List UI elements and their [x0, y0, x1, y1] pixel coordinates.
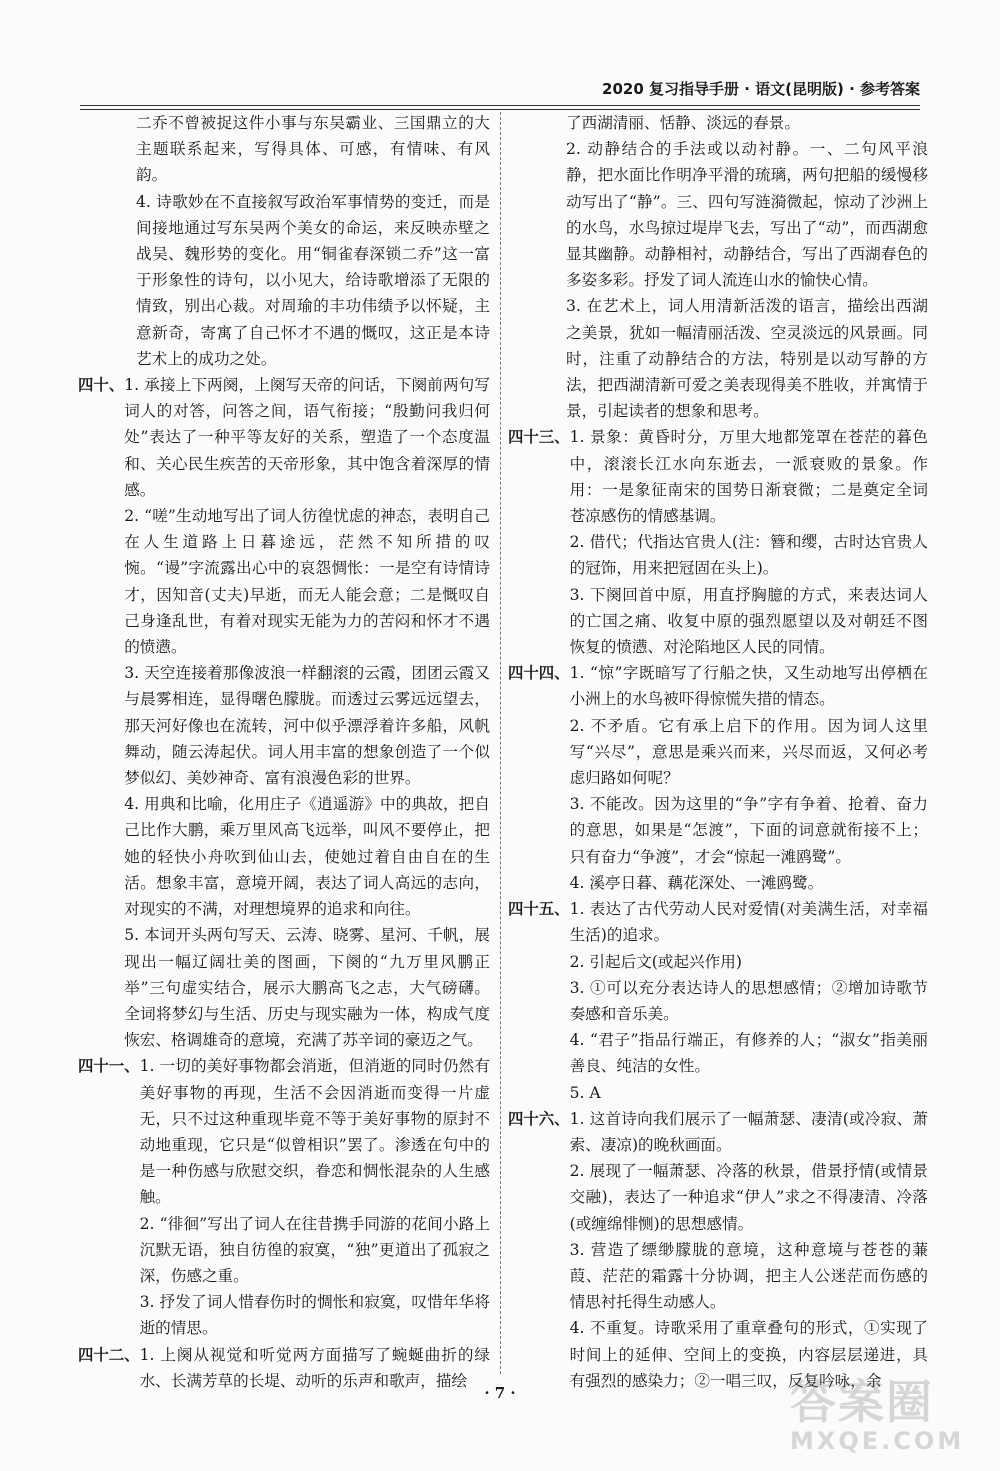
answer-item: 3. 营造了缥缈朦胧的意境，这种意境与苍苍的蒹葭、茫茫的霜露十分协调，把主人公迷茫而伤感的情思衬托得生动感人。	[569, 1240, 928, 1312]
answer-item: 3. 下阕回首中原，用直抒胸臆的方式，来表达词人的亡国之痛、收复中原的强烈愿望以及对朝廷不图恢复的愤懑、对沦陷地区人民的同情。	[569, 585, 928, 657]
answer-item: 3. ①可以充分表达诗人的思想感情；②增加诗歌节奏感和音乐美。	[569, 978, 928, 1023]
answer-item: 4. 用典和比喻，化用庄子《逍遥游》中的典故，把自己比作大鹏，乘万里风高飞远举，叫风不要停止，把她的轻快小舟吹到仙山去，使她过着自由自在的生活。想象丰富，意境开阔，表达了词人高远的志向，对现实的不满，对理想境界的追求和向往。	[124, 795, 490, 919]
watermark-logo	[790, 1377, 980, 1457]
answer-item: 1. 表达了古代劳动人民对爱情(对美满生活，对幸福生活)的追求。	[569, 900, 928, 945]
question-number: 四十、	[78, 376, 125, 395]
answer-item: 2. 不矛盾。它有承上启下的作用。因为词人这里写“兴尽”，意思是乘兴而来，兴尽而返，又何必考虑归路如何呢？	[569, 716, 928, 788]
answer-item: 2. “嗟”生动地写出了词人彷徨忧虑的神态，表明自己在人生道路上日暮途远，茫然不知所措的叹惋。“谩”字流露出心中的哀怨惆怅：一是空有诗情诗才，因知音(丈夫)早逝，而无人能会意；二是慨叹自己身逢乱世，有着对现实无能为力的苦闷和怀才不遇的愤懑。	[124, 507, 490, 657]
answer-item: 1. 景象：黄昏时分，万里大地都笼罩在苍茫的暮色中，滚滚长江水向东逝去，一派衰败的景象。作用：一是象征南宋的国势日渐衰微；二是奠定全词苍凉感伤的情感基调。	[569, 428, 928, 526]
watermark-text: 答案圈	[790, 1375, 934, 1429]
question-number: 四十五、	[508, 900, 570, 919]
left-column	[78, 110, 490, 1394]
question-number: 四十一、	[78, 1057, 140, 1076]
header-title: 2020 复习指导手册 · 语文(昆明版) · 参考答案	[602, 80, 920, 98]
answer-item: 3. 抒发了词人惜春伤时的惆怅和寂寞，叹惜年华将逝的情思。	[139, 1293, 490, 1338]
column-divider	[500, 112, 501, 1374]
question-body	[570, 896, 928, 1106]
answer-item: 4. 溪亭日暮、藕花深处、一滩鸥鹭。	[569, 873, 824, 892]
question-41	[78, 1053, 490, 1341]
answer-item: 2. 动静结合的手法或以动衬静。一、二句风平浪静，把水面比作明净平滑的琉璃，两句把船的缓慢移动写出了“静”。三、四句写涟漪微起，惊动了沙洲上的水鸟，水鸟掠过堤岸飞去，写出了“动”，而西湖愈显其幽静。动静相衬，动静结合，写出了西湖春色的多姿多彩。抒发了词人流连山水的愉快心情。	[566, 140, 928, 290]
watermark-url: MXQE.COM	[790, 1427, 965, 1455]
answer-item: 5. 本词开头两句写天、云涛、晓雾、星河、千帆，展现出一幅辽阔壮美的图画，下阕的“九万里风鹏正举”三句虚实结合，展示大鹏高飞之志，大气磅礴。全词将梦幻与生活、历史与现实融为一体，构成气度恢宏、格调雄奇的意境，充满了苏辛词的豪迈之气。	[124, 926, 490, 1050]
answer-item: 2. “徘徊”写出了词人在往昔携手同游的花间小路上沉默无语，独自彷徨的寂寞，“独”更道出了孤寂之深，伤感之重。	[139, 1214, 490, 1285]
answer-item: 5. A	[569, 1083, 601, 1102]
answer-item: 1. 一切的美好事物都会消逝，但消逝的同时仍然有美好事物的再现，生活不会因消逝而变得一片虚无，只不过这种重现毕竟不等于美好事物的原封不动地重现，它只是“似曾相识”罢了。渗透在句中的是一种伤感与欣慰交织，眷恋和惆怅混杂的人生感触。	[139, 1057, 490, 1207]
answer-item: 3. 在艺术上，词人用清新活泼的语言，描绘出西湖之美景，犹如一幅清丽活泼、空灵淡远的风景画。同时，注重了动静结合的方法，特别是以动写静的方法，把西湖清新可爱之美表现得美不胜收，并寓情于景，引起读者的想象和思考。	[566, 297, 928, 421]
answer-item: 1. 这首诗向我们展示了一幅萧瑟、凄清(或冷寂、萧索、凄凉)的晚秋画面。	[569, 1109, 928, 1154]
page-number: · 7 ·	[484, 1384, 516, 1402]
page-header	[80, 78, 920, 106]
answer-item: 1. 上阕从视觉和听觉两方面描写了蜿蜒曲折的绿水、长满芳草的长堤、动听的乐声和歌声，描绘	[139, 1345, 490, 1390]
question-44	[508, 660, 928, 896]
question-40	[78, 372, 490, 1053]
right-column	[508, 110, 928, 1394]
question-45	[508, 896, 928, 1106]
question-number: 四十三、	[508, 428, 570, 447]
question-body	[124, 372, 490, 1053]
answer-item: 2. 引起后文(或起兴作用)	[569, 952, 742, 971]
answer-item: 1. 承接上下两阕，上阕写天帝的问话，下阕前两句写词人的对答，问答之间，语气衔接；“殷勤问我归何处”表达了一种平等友好的关系，塑造了一个态度温和、关心民生疾苦的天帝形象，其中饱含着深厚的情感。	[124, 376, 490, 499]
answer-item: 3. 天空连接着那像波浪一样翻滚的云霞，团团云霞又与晨雾相连，显得曙色朦胧。而透过云雾远远望去，那天河好像也在流转，河中似乎漂浮着许多船，风帆舞动，随云涛起伏。词人用丰富的想象创造了一个似梦似幻、美妙神奇、富有浪漫色彩的世界。	[124, 664, 490, 788]
question-body	[140, 1053, 490, 1341]
question-number: 四十四、	[508, 664, 570, 683]
answer-item: 4. 不重复。诗歌采用了重章叠句的形式，①实现了时间上的延伸、空间上的变换，内容层层递进，具有强烈的感染力；②一唱三叹，反复吟咏，余	[569, 1319, 928, 1390]
question-43	[508, 424, 928, 660]
question-46	[508, 1106, 928, 1394]
question-body	[570, 424, 928, 660]
answer-item: 4. 诗歌妙在不直接叙写政治军事情势的变迁，而是间接地通过写东吴两个美女的命运，来反映赤壁之战吴、魏形势的变化。用“铜雀春深锁二乔”这一富于形象性的诗句，以小见大，给诗歌增添了无限的情致，别出心裁。对周瑜的丰功伟绩予以怀疑，主意新奇，寄寓了自己怀才不遇的慨叹，这正是本诗艺术上的成功之处。	[136, 192, 490, 368]
answer-item: 二乔不曾被捉这件小事与东吴霸业、三国鼎立的大主题联系起来，写得具体、可感，有情味、有风韵。	[136, 114, 490, 185]
question-number: 四十二、	[78, 1345, 140, 1364]
answer-item: 了西湖清丽、恬静、淡远的春景。	[566, 114, 800, 132]
question-number: 四十六、	[508, 1109, 570, 1128]
answer-item: 3. 不能改。因为这里的“争”字有争着、抢着、奋力的意思，如果是“怎渡”，下面的词意就衔接不上；只有奋力“争渡”，才会“惊起一滩鸥鹭”。	[569, 795, 928, 866]
question-body	[570, 660, 928, 896]
answer-item: 2. 借代；代指达官贵人(注：簪和缨，古时达官贵人的冠饰，用来把冠固在头上)。	[569, 533, 928, 578]
answer-item: 4. “君子”指品行端正，有修养的人；“淑女”指美丽善良、纯洁的女性。	[569, 1031, 928, 1076]
question-body	[570, 1106, 928, 1394]
answer-item: 1. “惊”字既暗写了行船之快，又生动地写出停栖在小洲上的水鸟被吓得惊慌失措的情态。	[569, 664, 928, 709]
answer-item: 2. 展现了一幅萧瑟、冷落的秋景，借景抒情(或情景交融)，表达了一种追求“伊人”求之不得凄清、冷落(或缠绵悱恻)的思想感情。	[569, 1162, 928, 1233]
